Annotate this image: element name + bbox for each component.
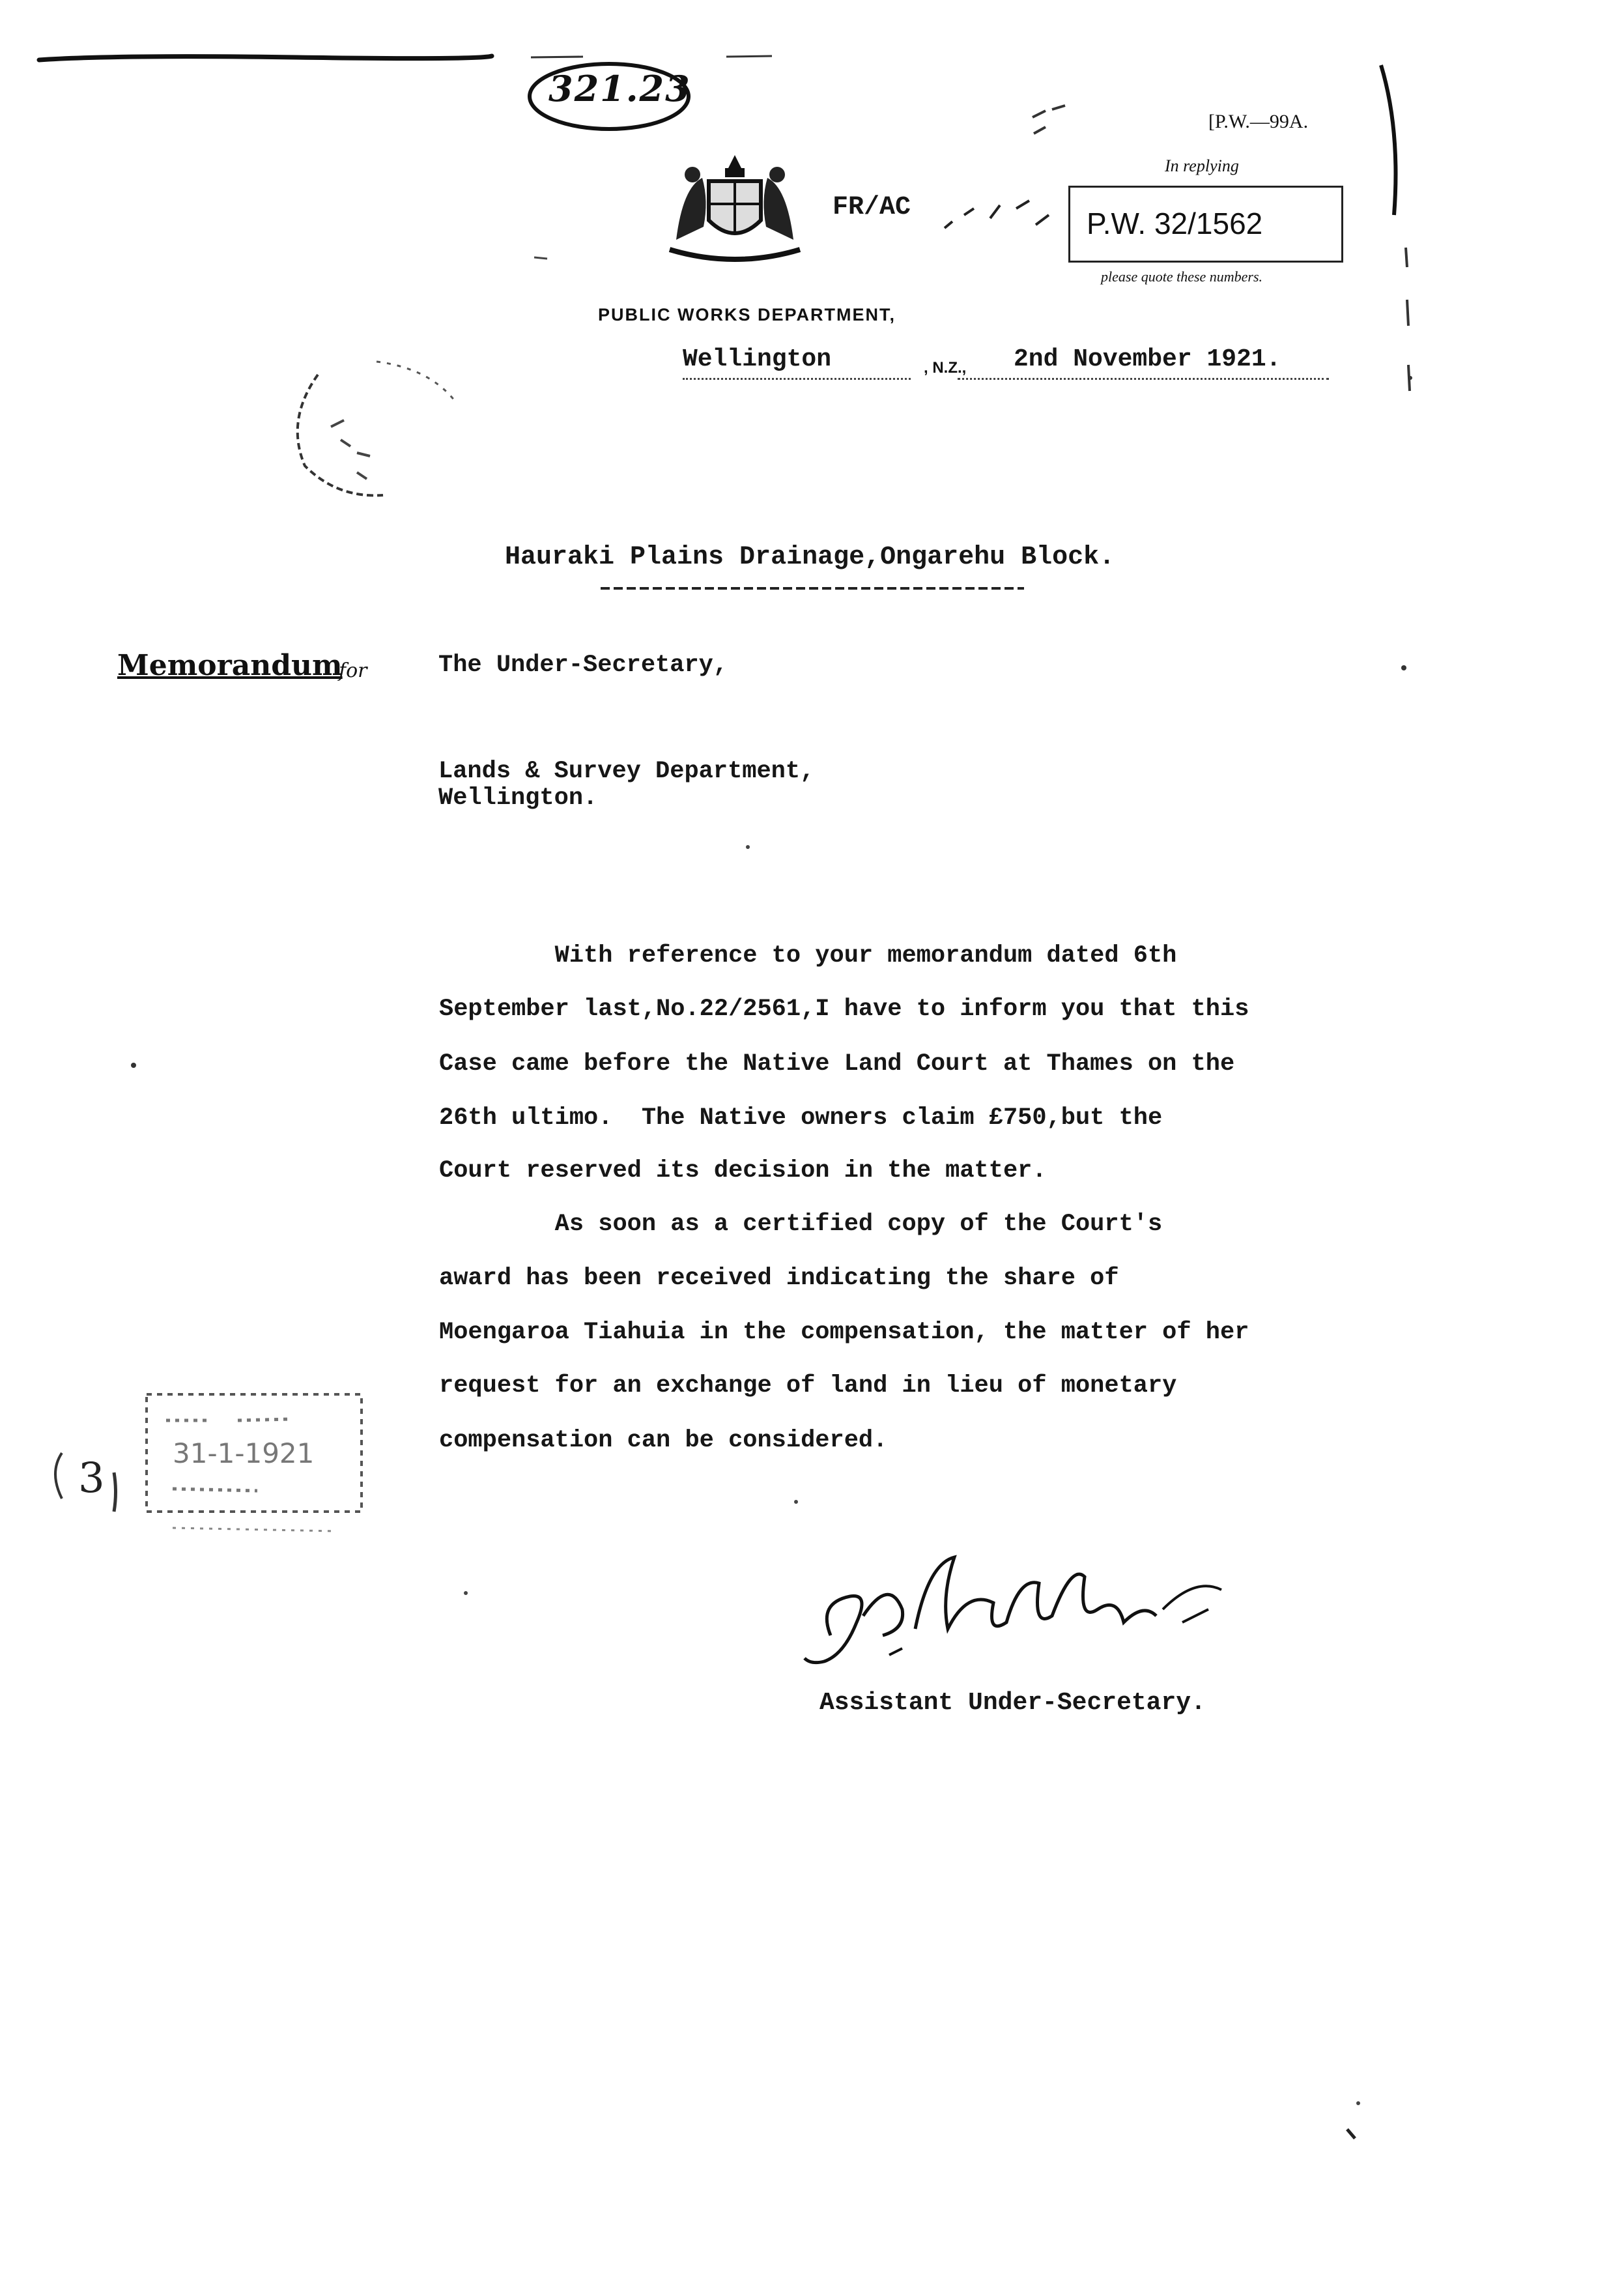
form-number: [P.W.—99A. xyxy=(1208,111,1309,132)
body-line: Case came before the Native Land Court at Thames on the xyxy=(439,1050,1235,1078)
dotted-rule xyxy=(683,378,911,380)
body-line: Court reserved its decision in the matter. xyxy=(439,1157,1047,1185)
file-number: 321.23 xyxy=(548,68,691,109)
addressee-line: Wellington. xyxy=(438,784,598,812)
body-line: award has been received indicating the share of xyxy=(439,1265,1119,1292)
royal-coat-of-arms-icon xyxy=(663,149,806,266)
memorandum-for: for xyxy=(339,659,367,682)
letter-country: , N.Z., xyxy=(924,359,967,377)
subject-line: Hauraki Plains Drainage,Ongarehu Block. xyxy=(505,543,1115,572)
addressee-line: The Under-Secretary, xyxy=(438,652,728,679)
dotted-rule xyxy=(958,378,1329,380)
letter-city: Wellington xyxy=(683,345,832,373)
subject-underline xyxy=(601,585,1024,592)
date-stamp-icon xyxy=(42,1375,375,1538)
body-line: request for an exchange of land in lieu of monetary xyxy=(439,1372,1177,1400)
signature-icon xyxy=(791,1538,1247,1688)
memorandum-label: Memorandum xyxy=(117,649,343,682)
received-stamp-icon xyxy=(279,349,474,511)
margin-number: 3 xyxy=(78,1454,105,1502)
body-line: compensation can be considered. xyxy=(439,1427,888,1454)
reference-number: P.W. 32/1562 xyxy=(1087,207,1263,240)
letter-date: 2nd November 1921. xyxy=(1014,345,1281,373)
handwritten-mark-icon xyxy=(938,189,1068,241)
department-name: PUBLIC WORKS DEPARTMENT, xyxy=(598,305,896,324)
body-line: 26th ultimo. The Native owners claim £750,but the xyxy=(439,1104,1163,1132)
typist-initials: FR/AC xyxy=(833,193,911,222)
in-replying-label: In replying xyxy=(1165,156,1239,175)
pencil-mark-icon xyxy=(1026,98,1078,143)
signatory-title: Assistant Under-Secretary. xyxy=(819,1689,1206,1717)
please-quote-note: please quote these numbers. xyxy=(1101,268,1263,285)
stamp-date: 31-1-1921 xyxy=(173,1437,315,1469)
addressee-line: Lands & Survey Department, xyxy=(438,758,815,785)
body-line: Moengaroa Tiahuia in the compensation, the matter of her xyxy=(439,1319,1249,1346)
body-line: With reference to your memorandum dated 6th xyxy=(439,942,1177,970)
body-line: As soon as a certified copy of the Court's xyxy=(439,1211,1163,1238)
body-line: September last,No.22/2561,I have to inform you that this xyxy=(439,996,1249,1023)
